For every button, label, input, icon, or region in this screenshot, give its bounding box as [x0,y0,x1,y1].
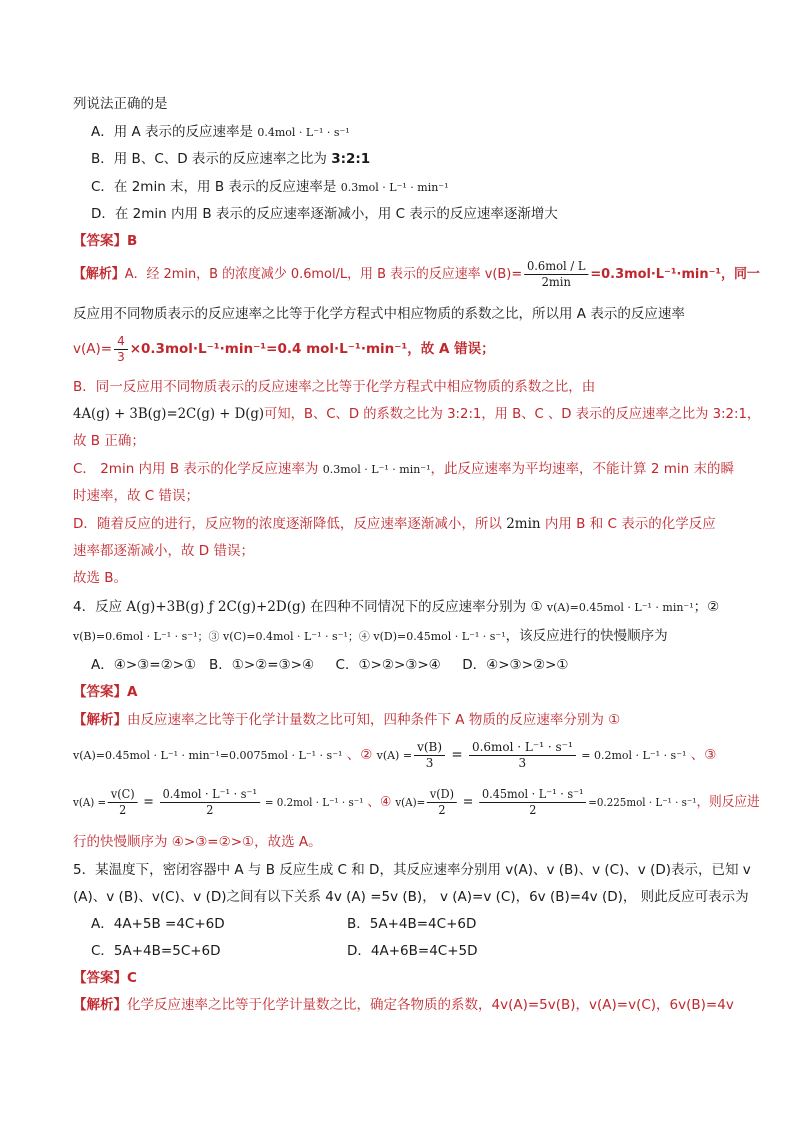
q3-analysis-c-line1: C． 2min 内用 B 表示的化学反应速率为 0.3mol · L⁻¹ · min⁻¹，此反应速率为平均速率，不能计算 2 min 末的瞬 [73,461,734,477]
q3-analysis-d-line1: D．随着反应的进行，反应物的浓度逐渐降低，反应速率逐渐减小，所以 2min 内用 B 和 C 表示的化学反应 [73,516,716,532]
q3-conclusion: 故选 B。 [73,570,128,586]
q3-answer: 【答案】B [73,233,138,249]
q4-answer: 【答案】A [73,684,138,700]
q4-analysis-line1: 【解析】由反应速率之比等于化学计量数之比可知，四种条件下 A 物质的反应速率分别为 ① [73,712,621,728]
q5-option-d: D．4A+6B=4C+5D [347,943,478,959]
q5-option-b: B．5A+4B=4C+6D [347,916,477,932]
q5-option-a: A．4A+5B =4C+6D [91,916,225,932]
q3-option-c: C．在 2min 末，用 B 表示的反应速率是 0.3mol · L⁻¹ · min⁻¹ [91,179,449,195]
q3-analysis-c-line2: 时速率，故 C 错误； [73,488,200,504]
q4-stem-line2: v(B)=0.6mol · L⁻¹ · s⁻¹；③ v(C)=0.4mol · L⁻¹ · s⁻¹；④ v(D)=0.45mol · L⁻¹ · s⁻¹，该反应进行的快慢顺序为 [73,628,668,644]
fraction: $\frac{\text{0.45mol · L⁻¹ · s⁻¹}}{2}$ [479,787,586,818]
q5-option-c: C．5A+4B=5C+6D [91,943,221,959]
q3-option-b: B．用 B、C、D 表示的反应速率之比为 3:2:1 [91,151,371,167]
q4-stem-line1: 4．反应 A(g)+3B(g) ƒ 2C(g)+2D(g) 在四种不同情况下的反应速率分别为 ① v(A)=0.45mol · L⁻¹ · min⁻¹；② [73,599,720,615]
q5-stem-line1: 5．某温度下，密闭容器中 A 与 B 反应生成 C 和 D，其反应速率分别用 v(A)、v (B)、v (C)、v (D)表示，已知 v [73,862,751,878]
fraction: $\frac{4}{3}$ [114,334,128,365]
q5-analysis-line1: 【解析】化学反应速率之比等于化学计量数之比，确定各物质的系数，4v(A)=5v(B)，v(A)=v(C)，6v(B)=4v [73,997,734,1013]
q3-analysis-b-line2: 4A(g) + 3B(g)=2C(g) + D(g)可知，B、C、D 的系数之比为 3:2:1，用 B、C 、D 表示的反应速率之比为 3:2:1， [73,406,761,422]
q3-analysis-a-line1: 【解析】A．经 2min，B 的浓度减少 0.6mol/L，用 B 表示的反应速率 v(B)= $\frac{\text{0.6mol / L}}{2\min}$ =0.3mol·L⁻¹·min⁻¹，同一 [73,258,760,289]
q3-analysis-b-line1: B．同一反应用不同物质表示的反应速率之比等于化学方程式中相应物质的系数之比，由 [73,379,596,395]
q3-option-a: A．用 A 表示的反应速率是 0.4mol · L⁻¹ · s⁻¹ [91,124,350,140]
q3-analysis-a-line3: v(A)= $\frac{4}{3}$ ×0.3mol·L⁻¹·min⁻¹=0.4 mol·L⁻¹·min⁻¹，故 A 错误； [73,333,495,364]
q5-answer: 【答案】C [73,970,137,986]
fraction: $\frac{v(C)}{2}$ [108,787,137,818]
fraction: $\frac{\text{0.4mol · L⁻¹ · s⁻¹}}{2}$ [160,787,260,818]
q3-option-d: D．在 2min 内用 B 表示的反应速率逐渐减小，用 C 表示的反应速率逐渐增大 [91,206,558,222]
fraction: $\frac{v(D)}{2}$ [427,787,457,818]
q3-stem-tail: 列说法正确的是 [73,96,168,112]
q3-analysis-d-line2: 速率都逐渐减小，故 D 错误； [73,543,254,559]
q4-analysis-line4: 行的快慢顺序为 ④>③=②>①，故选 A。 [73,834,322,850]
q4-analysis-line2: v(A)=0.45mol · L⁻¹ · min⁻¹=0.0075mol · L⁻¹ · s⁻¹ 、② v(A) = $\frac{v(B)}{3}$ = $\frac{\text{0.6mol · L⁻¹ · s⁻¹}}{3}$ = 0.2mol · L⁻¹ · s⁻¹ 、③ [73,739,717,770]
fraction: $\frac{\text{0.6mol / L}}{2\min}$ [524,259,588,290]
q4-options: A．④>③=②>① B．①>②=③>④ C．①>②>③>④ D．④>③>②>① [91,657,569,673]
q4-analysis-line3: v(A) = $\frac{v(C)}{2}$ = $\frac{\text{0.4mol · L⁻¹ · s⁻¹}}{2}$ = 0.2mol · L⁻¹ · s⁻¹ 、④ v(A)= $\frac{v(D)}{2}$ = $\frac{\text{0.45mol · L⁻¹ · s⁻¹}}{2}$ =0.225mol · L⁻¹ · s⁻¹，则反应进 [73,786,760,817]
fraction: $\frac{v(B)}{3}$ [414,740,445,771]
fraction: $\frac{\text{0.6mol · L⁻¹ · s⁻¹}}{3}$ [469,740,576,771]
q5-stem-line2: (A)、v (B)、v(C)、v (D)之间有以下关系 4v (A) =5v (B)， v (A)=v (C)，6v (B)=4v (D)， 则此反应可表示为 [73,889,749,905]
q3-analysis-b-line3: 故 B 正确； [73,433,145,449]
q3-analysis-a-line2: 反应用不同物质表示的反应速率之比等于化学方程式中相应物质的系数之比，所以用 A 表示的反应速率 [73,306,685,322]
